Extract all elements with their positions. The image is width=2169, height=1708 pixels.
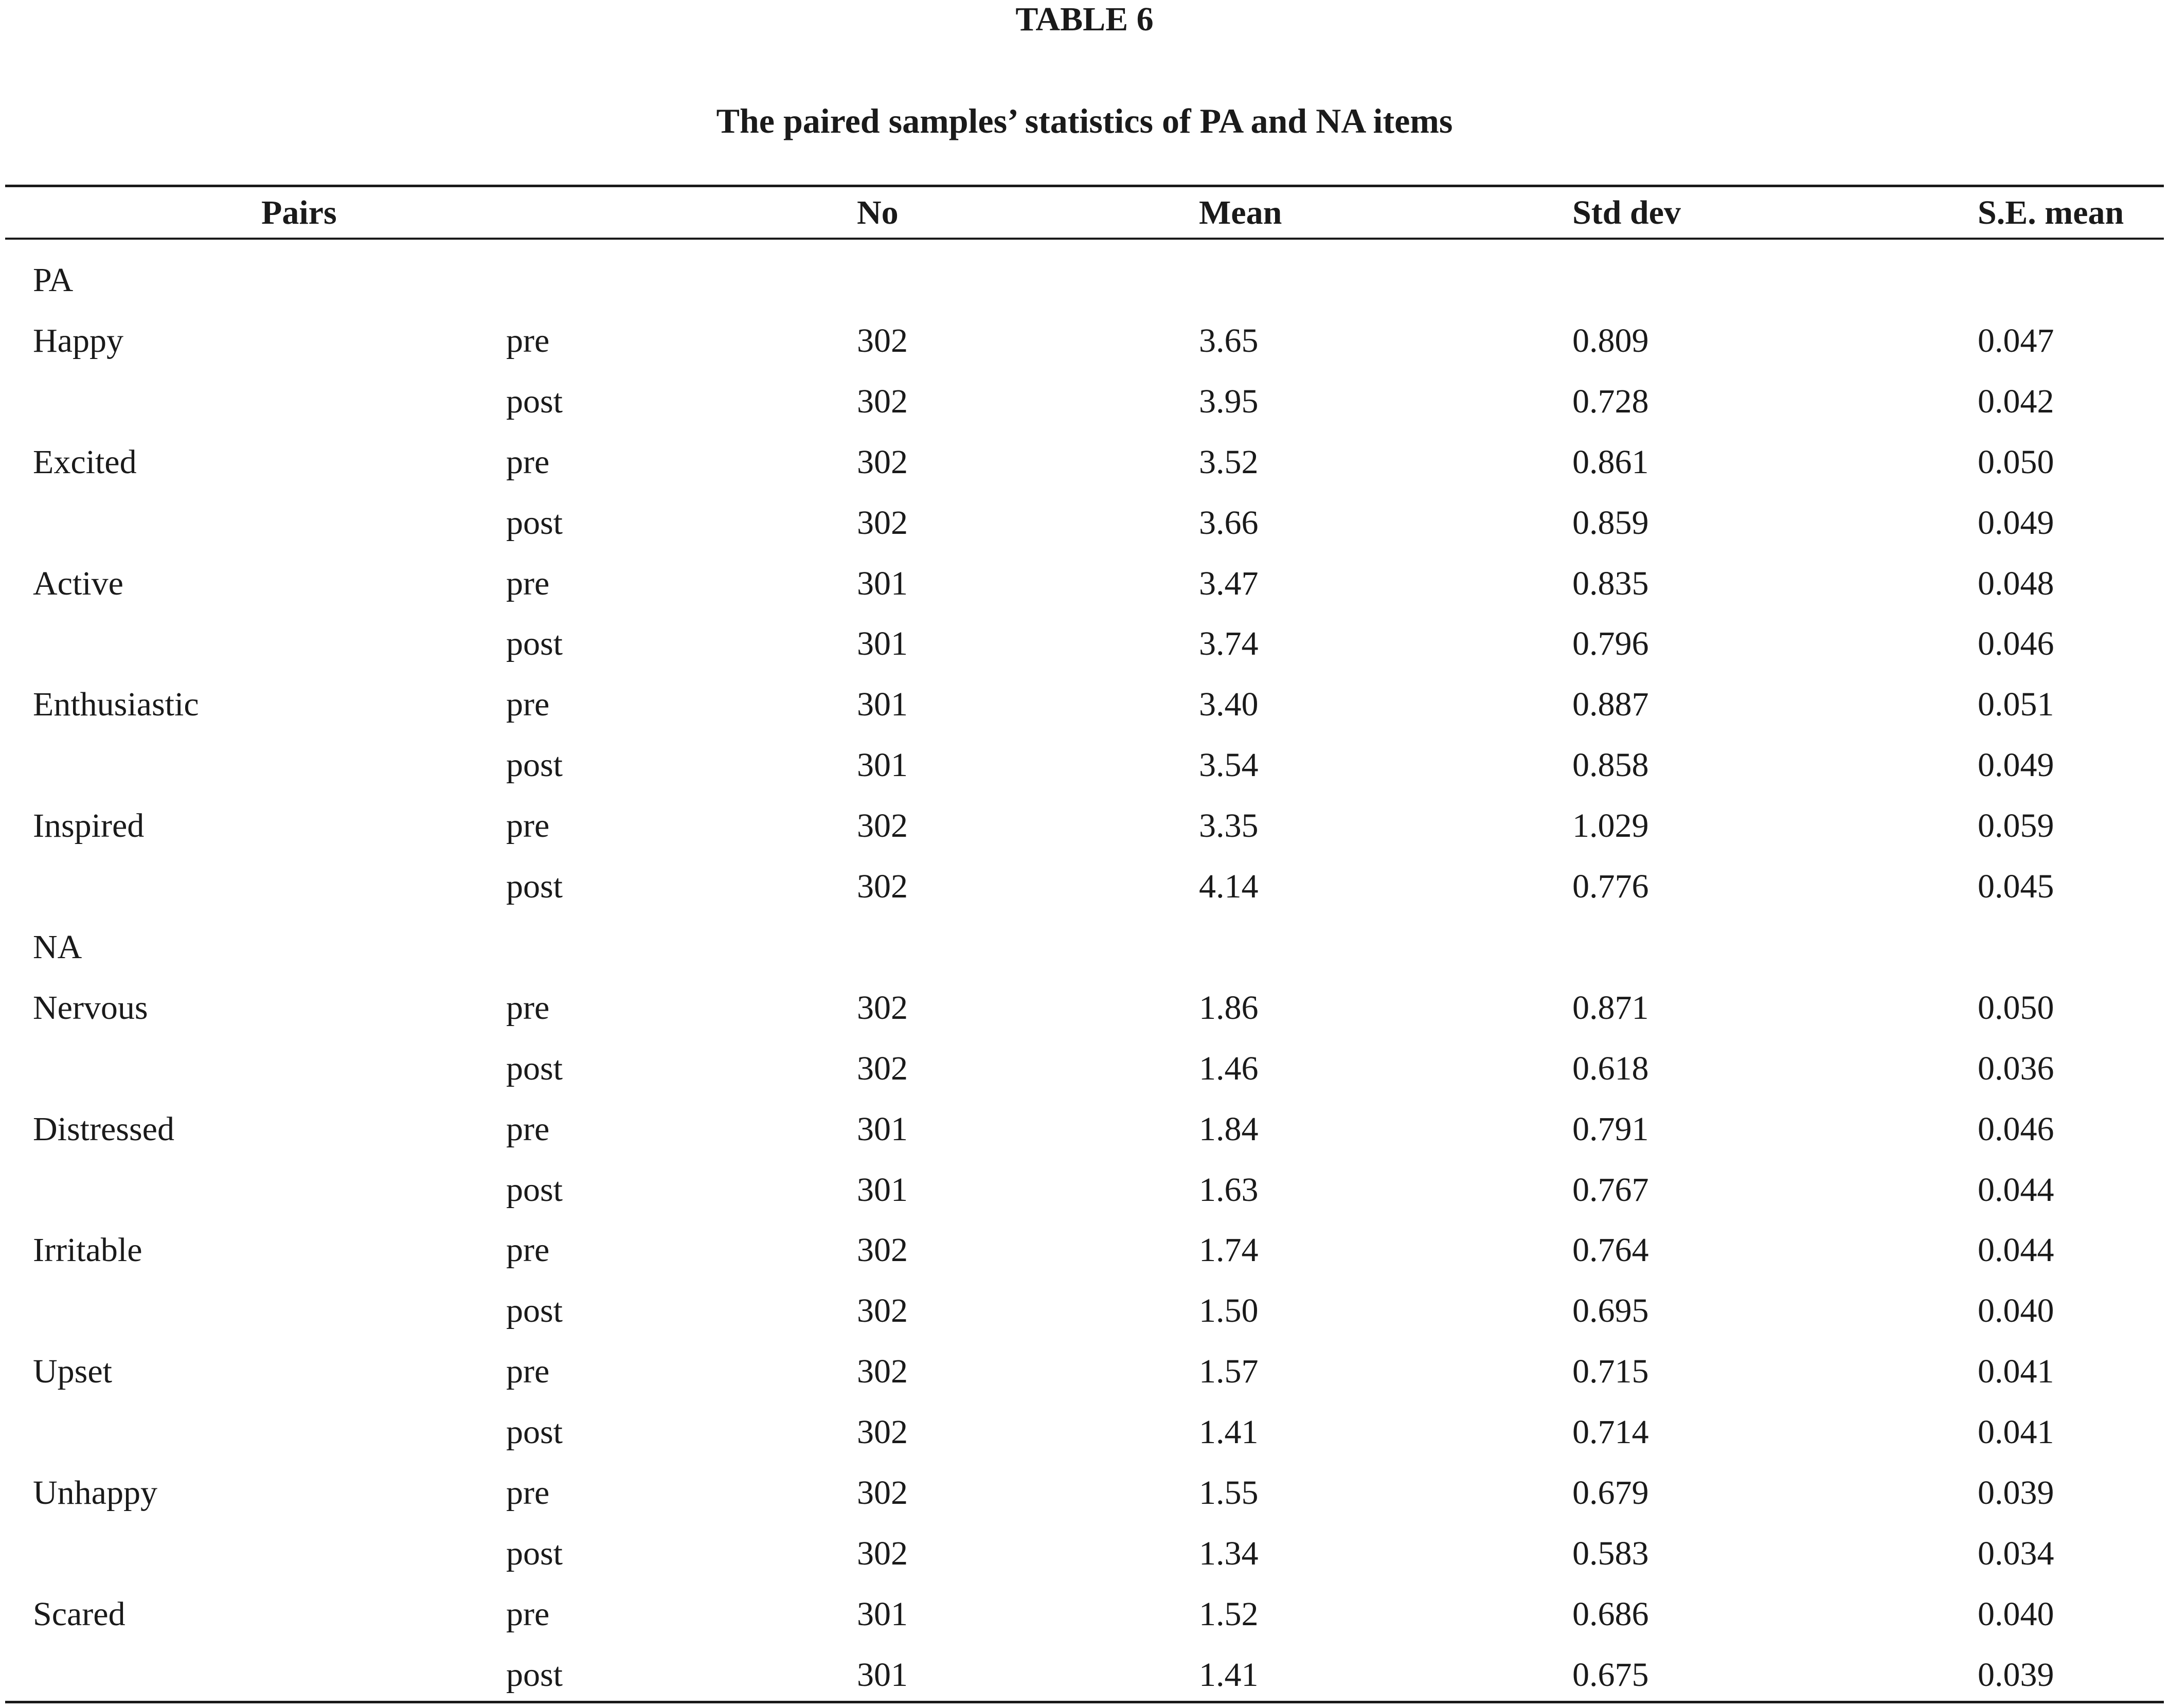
cell-mean: 3.35 bbox=[1199, 807, 1259, 845]
row-item-label: Happy bbox=[33, 321, 123, 359]
cell-no: 302 bbox=[857, 1353, 908, 1391]
cell-no: 302 bbox=[857, 1292, 908, 1330]
cell-mean: 1.50 bbox=[1199, 1292, 1259, 1330]
table-row bbox=[0, 1584, 2169, 1645]
cell-std-dev: 0.686 bbox=[1572, 1595, 1649, 1633]
cell-mean: 1.74 bbox=[1199, 1231, 1259, 1269]
row-item-label: Nervous bbox=[33, 988, 148, 1027]
cell-mean: 4.14 bbox=[1199, 868, 1259, 905]
cell-no: 301 bbox=[857, 686, 908, 724]
row-time-label: pre bbox=[506, 1474, 550, 1512]
row-time-label: pre bbox=[506, 321, 550, 359]
table-row bbox=[0, 1645, 2169, 1705]
table-row bbox=[0, 1220, 2169, 1281]
table-row bbox=[0, 856, 2169, 917]
cell-mean: 1.34 bbox=[1199, 1534, 1259, 1572]
table-row bbox=[0, 735, 2169, 796]
row-time-label: pre bbox=[506, 1353, 550, 1391]
cell-no: 302 bbox=[857, 988, 908, 1027]
row-time-label: post bbox=[506, 1049, 563, 1087]
column-header-std-dev: Std dev bbox=[1572, 194, 1681, 231]
cell-std-dev: 0.835 bbox=[1572, 564, 1649, 602]
cell-no: 301 bbox=[857, 1171, 908, 1209]
column-header-se-mean: S.E. mean bbox=[1978, 194, 2124, 231]
cell-std-dev: 0.858 bbox=[1572, 746, 1649, 784]
table-row bbox=[0, 674, 2169, 735]
cell-se-mean: 0.044 bbox=[1978, 1231, 2054, 1269]
row-item-label: Upset bbox=[33, 1353, 112, 1391]
table-row bbox=[0, 553, 2169, 614]
cell-no: 302 bbox=[857, 807, 908, 845]
row-time-label: post bbox=[506, 625, 563, 663]
cell-se-mean: 0.051 bbox=[1978, 686, 2054, 724]
cell-mean: 3.52 bbox=[1199, 443, 1259, 481]
cell-mean: 1.41 bbox=[1199, 1413, 1259, 1451]
row-time-label: post bbox=[506, 868, 563, 905]
group-heading-row bbox=[0, 917, 2169, 978]
row-time-label: pre bbox=[506, 1110, 550, 1148]
cell-se-mean: 0.049 bbox=[1978, 504, 2054, 542]
row-time-label: pre bbox=[506, 1595, 550, 1633]
row-time-label: post bbox=[506, 1171, 563, 1209]
cell-se-mean: 0.045 bbox=[1978, 868, 2054, 905]
cell-se-mean: 0.059 bbox=[1978, 807, 2054, 845]
cell-no: 302 bbox=[857, 1413, 908, 1451]
row-item-label: Enthusiastic bbox=[33, 686, 199, 724]
cell-se-mean: 0.039 bbox=[1978, 1474, 2054, 1512]
table-row bbox=[0, 1463, 2169, 1523]
cell-se-mean: 0.034 bbox=[1978, 1534, 2054, 1572]
cell-no: 302 bbox=[857, 321, 908, 359]
table-label: TABLE 6 bbox=[1015, 1, 1154, 38]
cell-std-dev: 0.796 bbox=[1572, 625, 1649, 663]
row-time-label: post bbox=[506, 746, 563, 784]
table-row bbox=[0, 1099, 2169, 1160]
table-title: The paired samples’ statistics of PA and NA items bbox=[716, 101, 1453, 140]
table-bottom-rule bbox=[5, 1701, 2164, 1703]
table-row bbox=[0, 1281, 2169, 1341]
cell-std-dev: 0.618 bbox=[1572, 1049, 1649, 1087]
cell-std-dev: 0.767 bbox=[1572, 1171, 1649, 1209]
column-header-pairs: Pairs bbox=[261, 194, 337, 231]
table-row bbox=[0, 311, 2169, 371]
cell-se-mean: 0.046 bbox=[1978, 625, 2054, 663]
row-time-label: post bbox=[506, 504, 563, 542]
column-header-no: No bbox=[857, 194, 899, 231]
cell-mean: 1.52 bbox=[1199, 1595, 1259, 1633]
row-time-label: pre bbox=[506, 1231, 550, 1269]
row-time-label: pre bbox=[506, 807, 550, 845]
cell-no: 301 bbox=[857, 1110, 908, 1148]
table-row bbox=[0, 432, 2169, 493]
row-time-label: pre bbox=[506, 686, 550, 724]
cell-std-dev: 0.695 bbox=[1572, 1292, 1649, 1330]
cell-std-dev: 0.583 bbox=[1572, 1534, 1649, 1572]
cell-std-dev: 0.715 bbox=[1572, 1353, 1649, 1391]
row-item-label: Active bbox=[33, 564, 123, 602]
row-item-label: Unhappy bbox=[33, 1474, 157, 1512]
cell-se-mean: 0.044 bbox=[1978, 1171, 2054, 1209]
cell-std-dev: 0.776 bbox=[1572, 868, 1649, 905]
row-item-label: Irritable bbox=[33, 1231, 142, 1269]
table-top-rule bbox=[5, 185, 2164, 187]
cell-se-mean: 0.040 bbox=[1978, 1292, 2054, 1330]
cell-no: 302 bbox=[857, 1231, 908, 1269]
table-row bbox=[0, 614, 2169, 674]
row-item-label: Inspired bbox=[33, 807, 145, 845]
cell-se-mean: 0.049 bbox=[1978, 746, 2054, 784]
cell-std-dev: 0.675 bbox=[1572, 1656, 1649, 1694]
cell-no: 301 bbox=[857, 1656, 908, 1694]
cell-no: 301 bbox=[857, 564, 908, 602]
cell-no: 302 bbox=[857, 1049, 908, 1087]
cell-std-dev: 0.764 bbox=[1572, 1231, 1649, 1269]
table-row bbox=[0, 1160, 2169, 1220]
cell-mean: 1.84 bbox=[1199, 1110, 1259, 1148]
row-time-label: post bbox=[506, 1413, 563, 1451]
row-item-label: NA bbox=[33, 928, 82, 966]
table-row bbox=[0, 796, 2169, 856]
cell-se-mean: 0.039 bbox=[1978, 1656, 2054, 1694]
cell-std-dev: 0.859 bbox=[1572, 504, 1649, 542]
table-row bbox=[0, 1523, 2169, 1584]
cell-std-dev: 1.029 bbox=[1572, 807, 1649, 845]
row-time-label: pre bbox=[506, 988, 550, 1027]
cell-std-dev: 0.714 bbox=[1572, 1413, 1649, 1451]
row-time-label: post bbox=[506, 382, 563, 420]
cell-std-dev: 0.728 bbox=[1572, 382, 1649, 420]
cell-se-mean: 0.048 bbox=[1978, 564, 2054, 602]
table-row bbox=[0, 1402, 2169, 1463]
cell-mean: 1.55 bbox=[1199, 1474, 1259, 1512]
group-heading-row bbox=[0, 250, 2169, 311]
cell-no: 301 bbox=[857, 746, 908, 784]
cell-std-dev: 0.791 bbox=[1572, 1110, 1649, 1148]
cell-mean: 3.47 bbox=[1199, 564, 1259, 602]
cell-se-mean: 0.050 bbox=[1978, 443, 2054, 481]
cell-mean: 1.46 bbox=[1199, 1049, 1259, 1087]
cell-se-mean: 0.041 bbox=[1978, 1413, 2054, 1451]
cell-std-dev: 0.679 bbox=[1572, 1474, 1649, 1512]
cell-se-mean: 0.042 bbox=[1978, 382, 2054, 420]
table-row bbox=[0, 493, 2169, 553]
cell-no: 302 bbox=[857, 443, 908, 481]
cell-mean: 3.54 bbox=[1199, 746, 1259, 784]
row-item-label: Distressed bbox=[33, 1110, 174, 1148]
row-time-label: pre bbox=[506, 564, 550, 602]
cell-mean: 3.66 bbox=[1199, 504, 1259, 542]
cell-std-dev: 0.871 bbox=[1572, 988, 1649, 1027]
cell-no: 302 bbox=[857, 868, 908, 905]
cell-mean: 3.40 bbox=[1199, 686, 1259, 724]
cell-mean: 1.57 bbox=[1199, 1353, 1259, 1391]
cell-mean: 1.41 bbox=[1199, 1656, 1259, 1694]
row-item-label: Scared bbox=[33, 1595, 126, 1633]
cell-se-mean: 0.041 bbox=[1978, 1353, 2054, 1391]
row-time-label: post bbox=[506, 1292, 563, 1330]
cell-se-mean: 0.036 bbox=[1978, 1049, 2054, 1087]
cell-std-dev: 0.861 bbox=[1572, 443, 1649, 481]
cell-std-dev: 0.809 bbox=[1572, 321, 1649, 359]
cell-std-dev: 0.887 bbox=[1572, 686, 1649, 724]
cell-no: 302 bbox=[857, 504, 908, 542]
cell-se-mean: 0.040 bbox=[1978, 1595, 2054, 1633]
table-row bbox=[0, 1038, 2169, 1099]
cell-no: 302 bbox=[857, 1534, 908, 1572]
cell-no: 301 bbox=[857, 625, 908, 663]
cell-mean: 3.74 bbox=[1199, 625, 1259, 663]
table-row bbox=[0, 371, 2169, 432]
row-time-label: post bbox=[506, 1656, 563, 1694]
cell-mean: 1.63 bbox=[1199, 1171, 1259, 1209]
row-item-label: Excited bbox=[33, 443, 137, 481]
table-row bbox=[0, 978, 2169, 1038]
cell-no: 302 bbox=[857, 382, 908, 420]
row-time-label: post bbox=[506, 1534, 563, 1572]
cell-se-mean: 0.047 bbox=[1978, 321, 2054, 359]
table-row bbox=[0, 1341, 2169, 1402]
table-header-rule bbox=[5, 238, 2164, 240]
cell-mean: 1.86 bbox=[1199, 988, 1259, 1027]
cell-no: 301 bbox=[857, 1595, 908, 1633]
row-time-label: pre bbox=[506, 443, 550, 481]
cell-mean: 3.65 bbox=[1199, 321, 1259, 359]
column-header-mean: Mean bbox=[1199, 194, 1282, 231]
cell-se-mean: 0.050 bbox=[1978, 988, 2054, 1027]
cell-mean: 3.95 bbox=[1199, 382, 1259, 420]
cell-no: 302 bbox=[857, 1474, 908, 1512]
cell-se-mean: 0.046 bbox=[1978, 1110, 2054, 1148]
row-item-label: PA bbox=[33, 261, 74, 299]
